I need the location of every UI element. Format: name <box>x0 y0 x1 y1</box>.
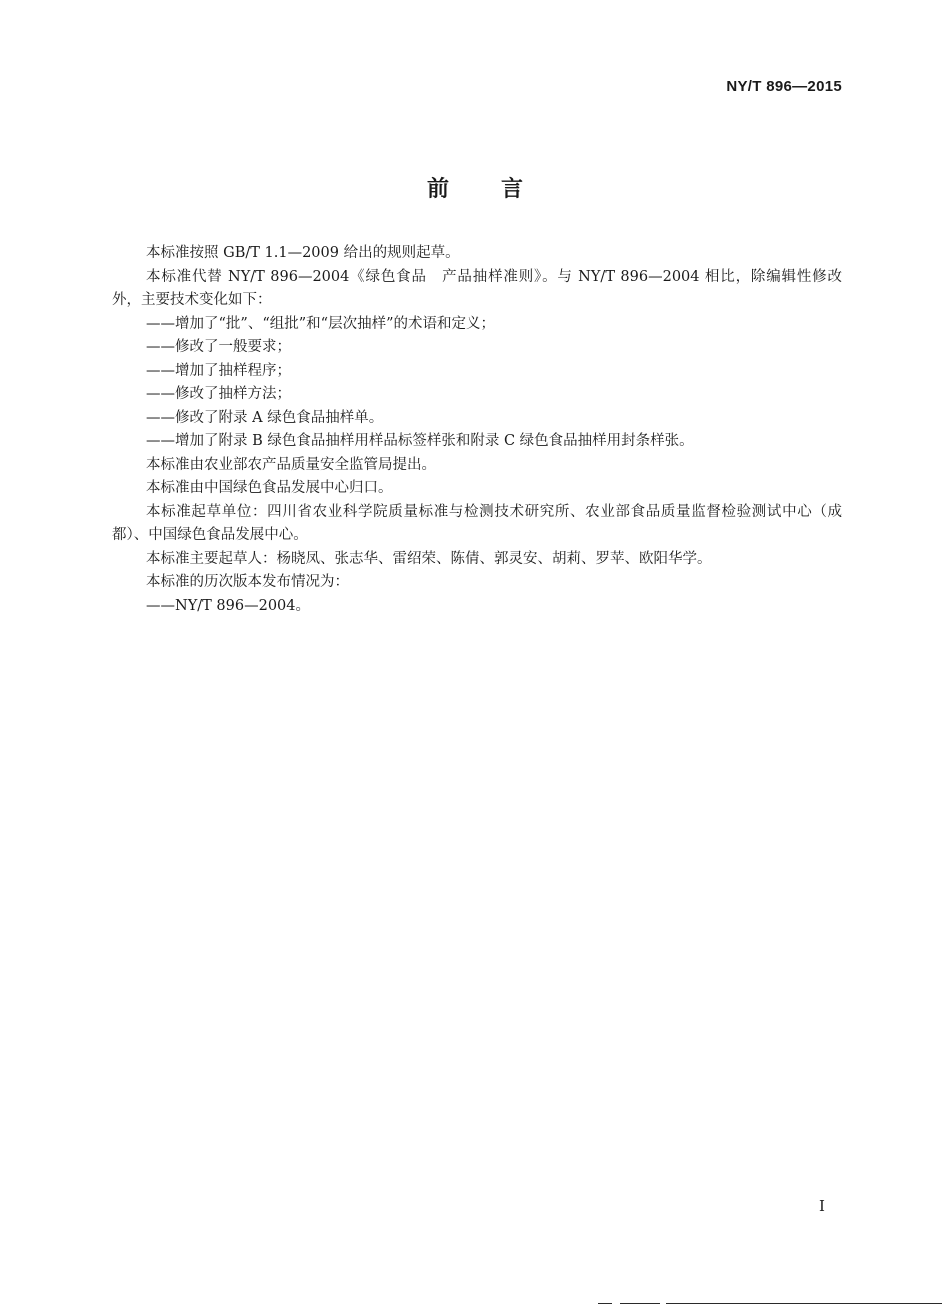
list-item: ——增加了抽样程序； <box>146 362 291 379</box>
page-number: I <box>819 1197 825 1215</box>
list-item: ——修改了一般要求； <box>146 339 291 355</box>
paragraph: 本标准由农业部农产品质量安全监管局提出。 <box>146 456 436 473</box>
list-item: ——NY/T 896—2004。 <box>146 597 311 614</box>
list-item: ——修改了抽样方法； <box>146 386 291 402</box>
foreword-body <box>112 242 842 618</box>
paragraph: 本标准按照 GB/T 1.1—2009 给出的规则起草。 <box>146 245 460 261</box>
scan-artifact-line <box>620 1303 660 1304</box>
page-title: 前言 <box>426 177 575 202</box>
list-item: ——增加了“批”、“组批”和“层次抽样”的术语和定义； <box>146 315 495 332</box>
scan-artifact-line <box>666 1303 942 1304</box>
standard-code: NY/T 896—2015 <box>726 78 842 95</box>
paragraph: 本标准主要起草人：杨晓凤、张志华、雷绍荣、陈倩、郭灵安、胡莉、罗苹、欧阳华学。 <box>146 550 712 567</box>
paragraph: 本标准的历次版本发布情况为： <box>146 574 349 590</box>
paragraph: 本标准起草单位：四川省农业科学院质量标准与检测技术研究所、农业部食品质量监督检验测试中心（成都）、中国绿色食品发展中心。 <box>112 503 842 543</box>
paragraph: 本标准由中国绿色食品发展中心归口。 <box>146 480 393 496</box>
paragraph: 本标准代替 NY/T 896—2004《绿色食品 产品抽样准则》。与 NY/T 896—2004 相比，除编辑性修改外，主要技术变化如下： <box>112 268 842 308</box>
list-item: ——增加了附录 B 绿色食品抽样用样品标签样张和附录 C 绿色食品抽样用封条样张。 <box>146 433 694 449</box>
scan-artifact-line <box>598 1303 612 1304</box>
list-item: ——修改了附录 A 绿色食品抽样单。 <box>146 409 384 426</box>
